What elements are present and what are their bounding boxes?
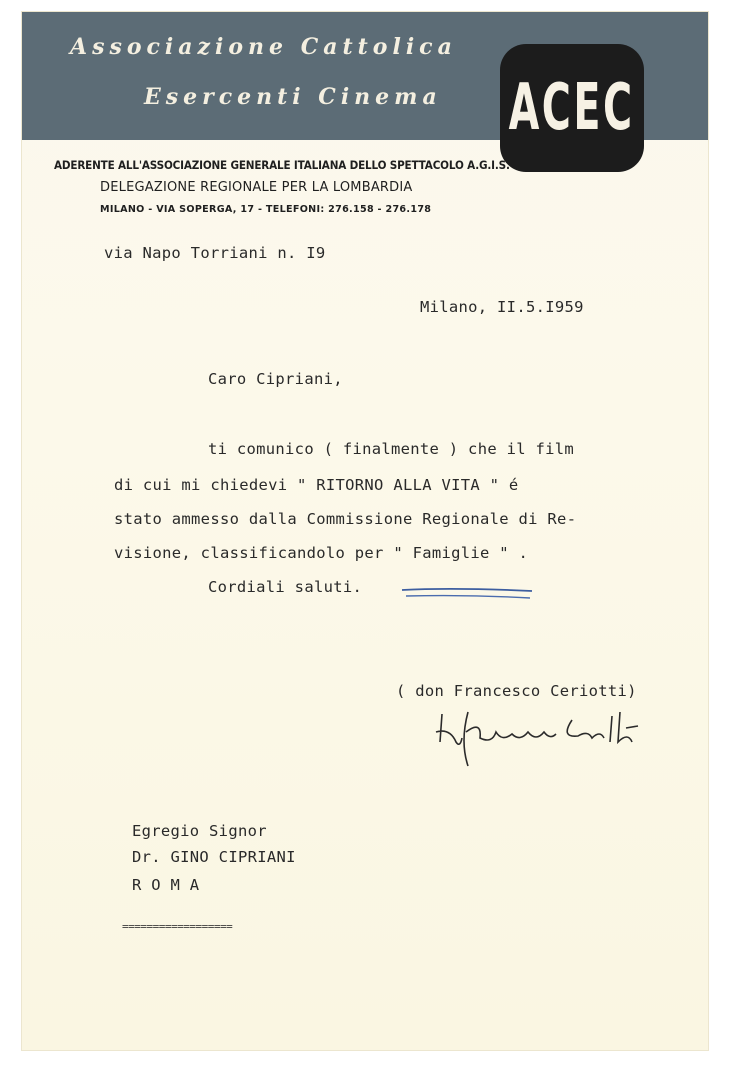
recipient-greeting: Egregio Signor [132,822,267,840]
recipient-name: Dr. GINO CIPRIANI [132,848,296,866]
body-line: stato ammesso dalla Commissione Regionale di Re- [114,510,577,528]
body-line: di cui mi chiedevi " RITORNO ALLA VITA " é [114,476,519,494]
logo-text: ACEC [509,71,635,145]
signatory-name: ( don Francesco Ceriotti) [396,682,637,700]
affiliation-line: ADERENTE ALL'ASSOCIAZIONE GENERALE ITALIANA DELLO SPETTACOLO A.G.I.S. [54,158,510,172]
acec-logo [500,44,644,172]
handwritten-signature [432,702,662,772]
return-address: via Napo Torriani n. I9 [104,244,326,262]
org-name-line2: Esercenti Cinema [144,84,442,110]
body-line: visione, classificandolo per " Famiglie " . [114,544,529,562]
delegation-line: DELEGAZIONE REGIONALE PER LA LOMBARDIA [100,180,413,195]
recipient-city: R O M A [132,876,200,894]
letter-sheet [22,12,708,1050]
blue-pen-underline [400,586,535,600]
salutation: Caro Cipriani, [208,370,343,388]
closing-rule: ================== [122,920,233,933]
place-date: Milano, II.5.I959 [420,298,584,316]
body-line: ti comunico ( finalmente ) che il film [208,440,575,458]
closing: Cordiali saluti. [208,578,363,596]
address-line: MILANO - VIA SOPERGA, 17 - TELEFONI: 276.158 - 276.178 [100,204,432,215]
org-name-line1: Associazione Cattolica [70,34,457,60]
